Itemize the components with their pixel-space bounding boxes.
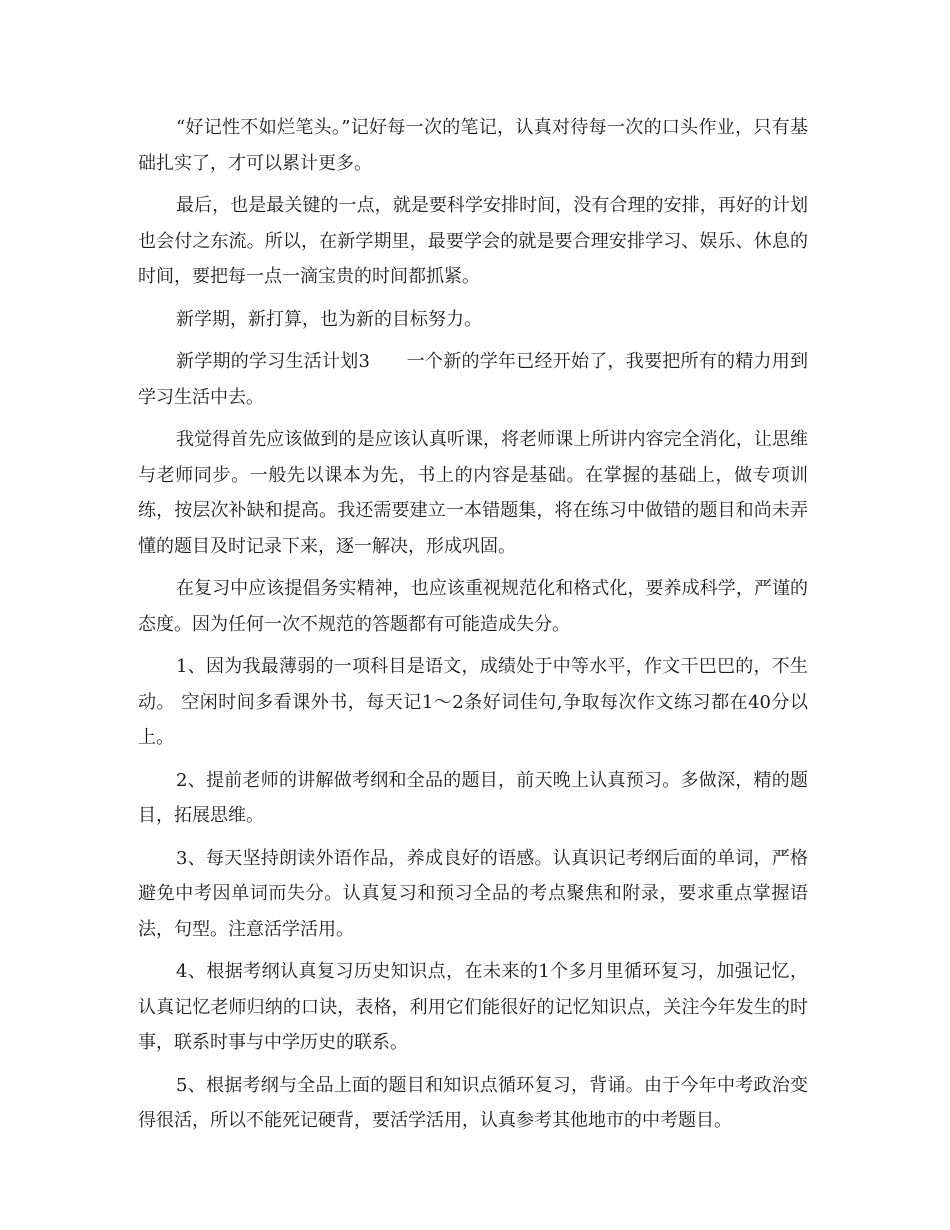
paragraph-item-2-preview: 2、提前老师的讲解做考纲和全品的题目，前天晚上认真预习。多做深，精的题目，拓展思维。 — [138, 769, 808, 826]
paragraph-notes: “好记性不如烂笔头。”记好每一次的笔记，认真对待每一次的口头作业，只有基础扎实了，才可以累计更多。 — [138, 117, 808, 174]
paragraph-listen-in-class: 我觉得首先应该做到的是应该认真听课，将老师课上所讲内容完全消化，让思维与老师同步。一般先以课本为先，书上的内容是基础。在掌握的基础上，做专项训练，按层次补缺和提高。我还需要建立一本错题集，将在练习中做错的题目和尚未弄懂的题目及时记录下来，逐一解决，形成巩固。 — [138, 429, 808, 557]
paragraph-item-4-history: 4、根据考纲认真复习历史知识点，在未来的1个多月里循环复习，加强记忆，认真记忆老师归纳的口诀，表格，利用它们能很好的记忆知识点，关注今年发生的时事，联系时事与中学历史的联系。 — [138, 961, 808, 1053]
paragraph-item-5-politics: 5、根据考纲与全品上面的题目和知识点循环复习，背诵。由于今年中考政治变得很活，所以不能死记硬背，要活学活用，认真参考其他地市的中考题目。 — [138, 1074, 808, 1131]
paragraph-time-management: 最后，也是最关键的一点，就是要科学安排时间，没有合理的安排，再好的计划也会付之东流。所以，在新学期里，最要学会的就是要合理安排学习、娱乐、休息的时间，要把每一点一滴宝贵的时间都抓紧。 — [138, 195, 808, 287]
paragraph-item-1-chinese: 1、因为我最薄弱的一项科目是语文，成绩处于中等水平，作文干巴巴的，不生动。 空闲时间多看课外书，每天记1～2条好词佳句,争取每次作文练习都在40分以上。 — [138, 656, 808, 748]
document-body — [138, 110, 808, 1146]
paragraph-new-goals: 新学期，新打算，也为新的目标努力。 — [176, 308, 482, 330]
paragraph-review-attitude: 在复习中应该提倡务实精神，也应该重视规范化和格式化，要养成科学，严谨的态度。因为任何一次不规范的答题都有可能造成失分。 — [138, 578, 808, 635]
paragraph-plan-3-intro: 新学期的学习生活计划3 一个新的学年已经开始了，我要把所有的精力用到学习生活中去。 — [138, 351, 808, 408]
paragraph-item-3-foreign-language: 3、每天坚持朗读外语作品，养成良好的语感。认真识记考纲后面的单词，严格避免中考因单词而失分。认真复习和预习全品的考点聚焦和附录，要求重点掌握语法，句型。注意活学活用。 — [138, 847, 808, 940]
